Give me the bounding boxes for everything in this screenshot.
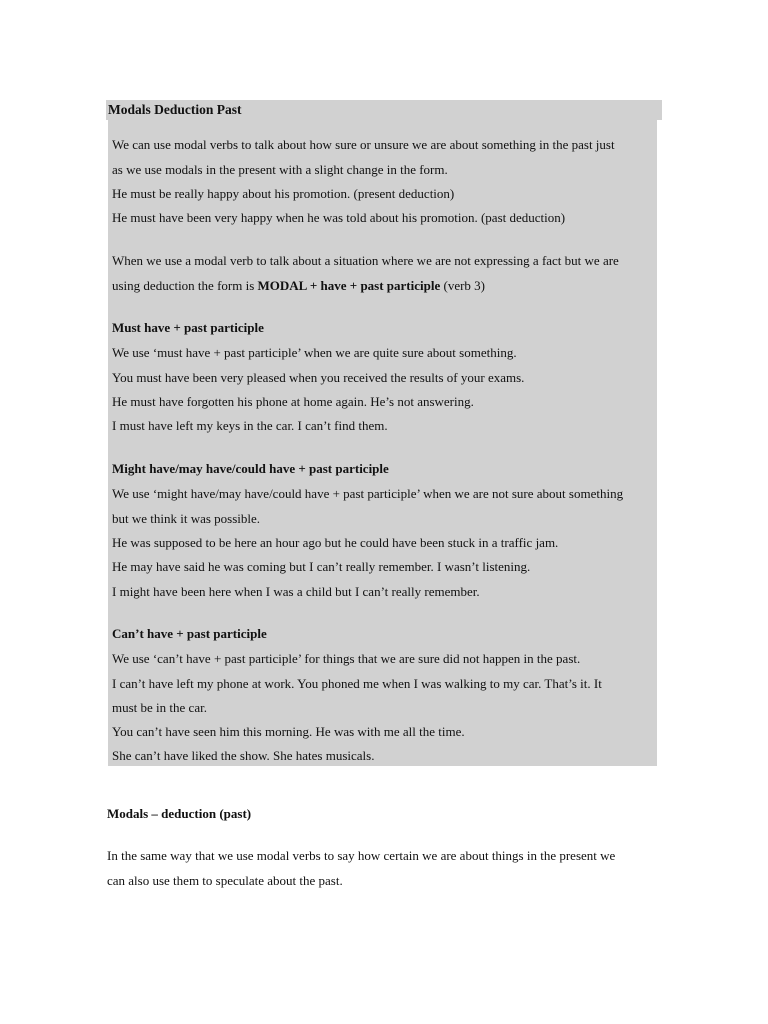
example-line: I might have been here when I was a child but I can’t really remember. (112, 584, 480, 599)
form-prefix: using deduction the form is (112, 278, 258, 293)
example-line: I must have left my keys in the car. I can’t find them. (112, 418, 388, 433)
example-line: You can’t have seen him this morning. He was with me all the time. (112, 724, 465, 739)
section-heading-might-have: Might have/may have/could have + past participle (112, 461, 389, 476)
grammar-panel (108, 120, 657, 766)
form-suffix: (verb 3) (440, 278, 486, 293)
example-line: We use ‘must have + past participle’ when we are quite sure about something. (112, 345, 517, 360)
example-line: He must have forgotten his phone at home again. He’s not answering. (112, 394, 474, 409)
example-line: He may have said he was coming but I can’t really remember. I wasn’t listening. (112, 559, 531, 574)
section-heading-cant-have: Can’t have + past participle (112, 626, 267, 641)
example-line: She can’t have liked the show. She hates musicals. (112, 748, 375, 763)
example-line: must be in the car. (112, 700, 207, 715)
second-paragraph-line: can also use them to speculate about the past. (107, 873, 343, 888)
form-explanation-line (112, 278, 485, 294)
intro-line: as we use modals in the present with a slight change in the form. (112, 162, 448, 177)
second-heading: Modals – deduction (past) (107, 806, 252, 821)
title-bar (106, 100, 662, 120)
intro-line: He must have been very happy when he was told about his promotion. (past deduction) (112, 210, 566, 225)
form-explanation-line: When we use a modal verb to talk about a situation where we are not expressing a fact but we are (112, 253, 619, 268)
document-title: Modals Deduction Past (108, 102, 242, 117)
section-heading-must-have: Must have + past participle (112, 320, 264, 335)
example-line: but we think it was possible. (112, 511, 261, 526)
example-line: We use ‘might have/may have/could have + past participle’ when we are not sure about something (112, 486, 624, 501)
example-line: You must have been very pleased when you received the results of your exams. (112, 370, 525, 385)
example-line: I can’t have left my phone at work. You phoned me when I was walking to my car. That’s it. It (112, 676, 602, 691)
second-paragraph-line: In the same way that we use modal verbs to say how certain we are about things in the present we (107, 848, 616, 863)
example-line: We use ‘can’t have + past participle’ for things that we are sure did not happen in the past. (112, 651, 581, 666)
intro-line: He must be really happy about his promotion. (present deduction) (112, 186, 455, 201)
example-line: He was supposed to be here an hour ago but he could have been stuck in a traffic jam. (112, 535, 559, 550)
intro-line: We can use modal verbs to talk about how sure or unsure we are about something in the past just (112, 137, 615, 152)
form-formula: MODAL + have + past participle (257, 278, 441, 293)
